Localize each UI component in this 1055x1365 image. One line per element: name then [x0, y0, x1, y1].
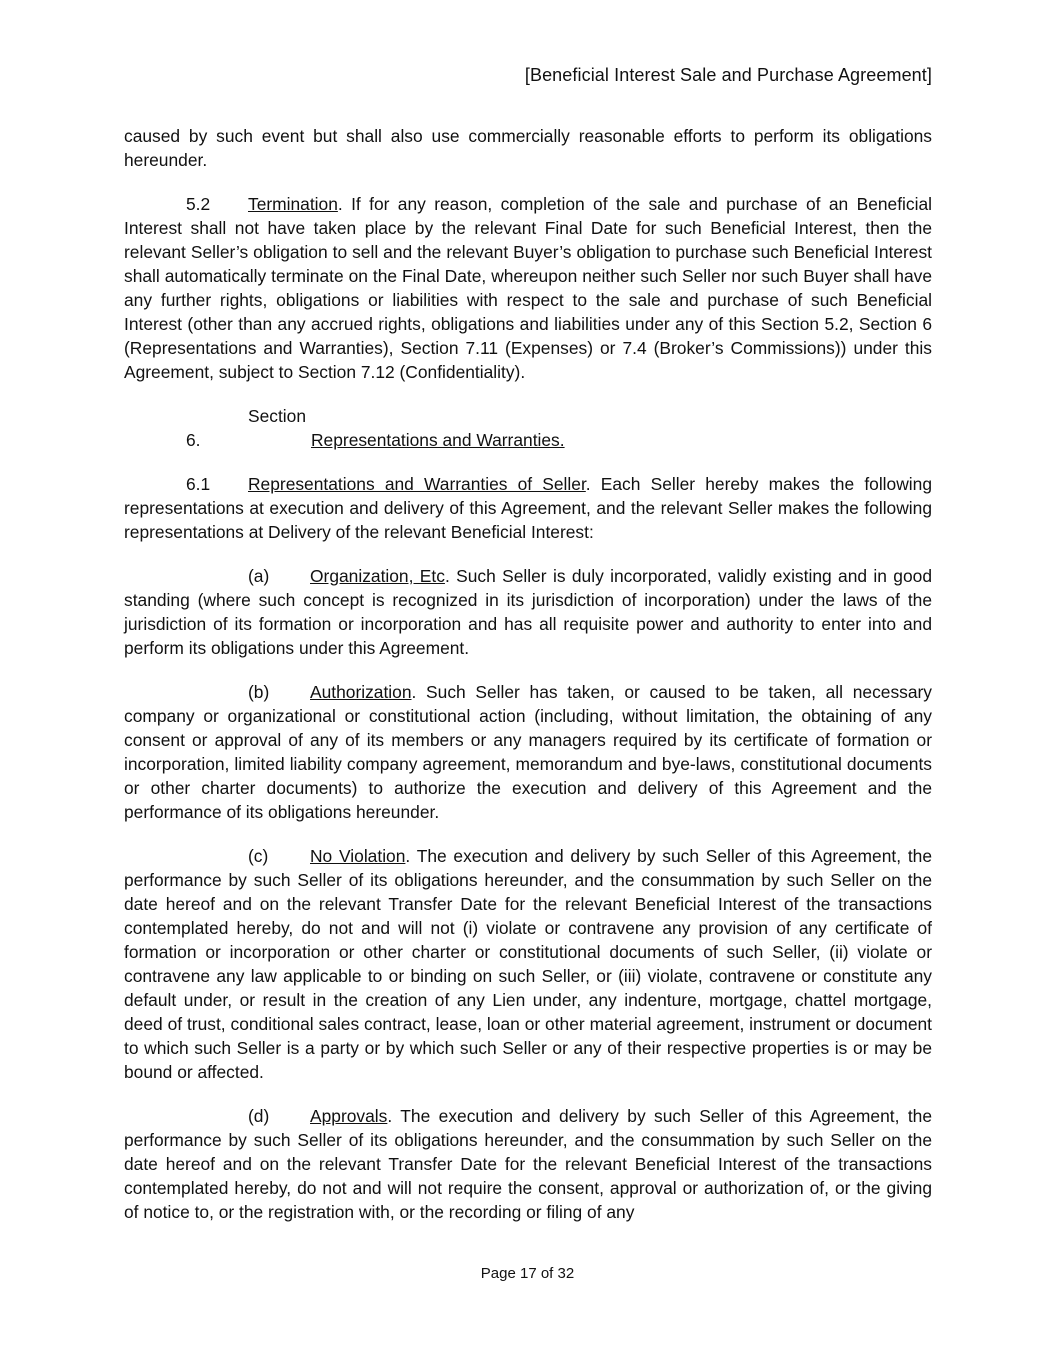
document-body [124, 124, 932, 1244]
section-text: . Each Seller hereby makes the following representations at execution and delivery of this Agreement, and the relevant Seller makes the following representations at Delivery of the relevant Beneficial Interest: [124, 474, 932, 542]
section-label: Section 6. [186, 406, 307, 450]
clause-text: . The execution and delivery by such Seller of this Agreement, the performance by such Seller of its obligations hereunder, and the consummation by such Seller on the date hereof and on the relevant Transfer Date for the relevant Beneficial Interest of the transactions contemplated hereby, do not and will not require the consent, approval or authorization of, or the giving of notice to, or the registration with, or the recording or filing of any [124, 1106, 932, 1222]
section-6-heading [124, 404, 932, 452]
clause-text: . The execution and delivery by such Seller of this Agreement, the performance by such Seller of its obligations hereunder, and the consummation by such Seller on the date hereof and on the relevant Transfer Date for the relevant Beneficial Interest of the transactions contemplated hereby, do not and will not (i) violate or contravene any provision of any certificate of formation or incorporation or other charter or constitutional documents of such Seller, (ii) violate or contravene any law applicable to or binding on such Seller, or (iii) violate, contravene or constitute any default under, or result in the creation of any Lien under, any indenture, mortgage, chattel mortgage, deed of trust, conditional sales contract, lease, loan or other material agreement, instrument or document to which such Seller is a party or by which such Seller or any of their respective properties is or may be bound or affected. [124, 846, 932, 1082]
clause-text: . Such Seller has taken, or caused to be taken, all necessary company or organizational or constitutional action (including, without limitation, the obtaining of any consent or approval of any of its members or any managers required by its certificate of formation or incorporation, limited liability company agreement, memorandum and bye-laws, constitutional documents or other charter documents) to authorize the execution and delivery of this Agreement and the performance of its obligations hereunder. [124, 682, 932, 822]
clause-d-paragraph [124, 1104, 932, 1224]
section-number: 5.2 [186, 194, 211, 214]
clause-number: (c) [248, 846, 269, 866]
clause-text: . Such Seller is duly incorporated, validly existing and in good standing (where such concept is recognized in its jurisdiction of incorporation) under the laws of the jurisdiction of its formation or incorporation and has all requisite power and authority to enter into and perform its obligations under this Agreement. [124, 566, 932, 658]
section-6-1-paragraph [124, 472, 932, 544]
clause-c-paragraph [124, 844, 932, 1084]
section-heading: Termination [248, 194, 338, 214]
continuation-paragraph: caused by such event but shall also use commercially reasonable efforts to perform its obligations hereunder. [124, 126, 932, 170]
section-text: . If for any reason, completion of the sale and purchase of an Beneficial Interest shall not have taken place by the relevant Final Date for such Beneficial Interest, then the relevant Seller’s obligation to sell and the relevant Buyer’s obligation to purchase such Beneficial Interest shall automatically terminate on the Final Date, whereupon neither such Seller nor such Buyer shall have any further rights, obligations or liabilities with respect to the sale and purchase of such Beneficial Interest (other than any accrued rights, obligations and liabilities under any of this Section 5.2, Section 6 (Representations and Warranties), Section 7.11 (Expenses) or 7.4 (Broker’s Commissions)) under this Agreement, subject to Section 7.12 (Confidentiality). [124, 194, 932, 382]
section-5-2-paragraph [124, 192, 932, 384]
clause-number: (d) [248, 1106, 270, 1126]
clause-a-paragraph [124, 564, 932, 660]
section-heading: Representations and Warranties of Seller [248, 474, 586, 494]
clause-b-paragraph [124, 680, 932, 824]
clause-heading: Organization, Etc [310, 566, 445, 586]
page-number: Page 17 of 32 [480, 1265, 575, 1282]
section-number: 6.1 [186, 474, 211, 494]
clause-heading: No Violation [310, 846, 406, 866]
document-header: [Beneficial Interest Sale and Purchase Agreement] [524, 65, 932, 85]
clause-heading: Approvals [310, 1106, 388, 1126]
clause-number: (a) [248, 566, 270, 586]
clause-heading: Authorization [310, 682, 412, 702]
clause-number: (b) [248, 682, 270, 702]
section-title: Representations and Warranties. [311, 430, 565, 450]
